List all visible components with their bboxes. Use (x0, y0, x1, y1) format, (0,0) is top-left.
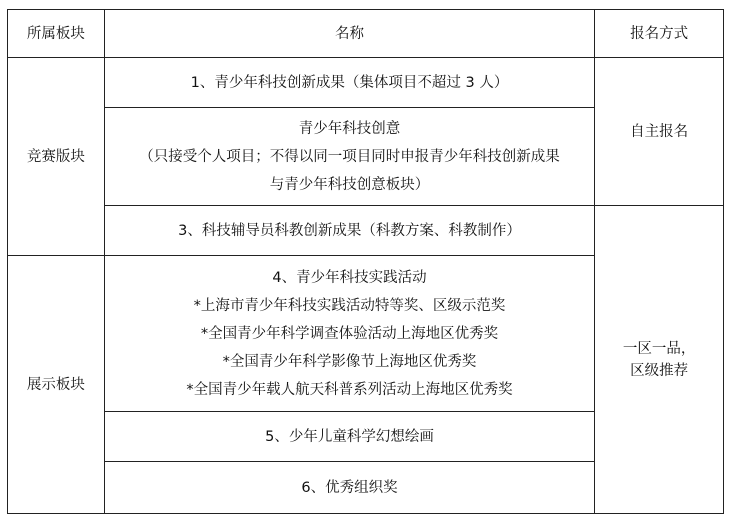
method-cell-recommend (595, 206, 724, 514)
table-row (8, 58, 724, 108)
item-cell (104, 206, 594, 256)
method-line: 区级推荐 (630, 362, 689, 379)
item-line: *上海市青少年科技实践活动特等奖、区级示范奖 (193, 297, 506, 314)
item-line: 3、科技辅导员科教创新成果（科教方案、科教制作） (178, 222, 521, 239)
category-cell-showcase: 展示板块 (8, 256, 105, 514)
item-line: *全国青少年科学影像节上海地区优秀奖 (222, 353, 477, 370)
header-row (8, 10, 724, 58)
item-line: *全国青少年载人航天科普系列活动上海地区优秀奖 (186, 381, 513, 398)
header-category: 所属板块 (8, 10, 105, 58)
item-line: （只接受个人项目；不得以同一项目同时申报青少年科技创新成果 (139, 148, 560, 165)
method-cell-self (595, 58, 724, 206)
header-name: 名称 (104, 10, 594, 58)
item-cell (104, 58, 594, 108)
item-line: *全国青少年科学调查体验活动上海地区优秀奖 (200, 325, 499, 342)
method-line: 自主报名 (630, 123, 689, 140)
item-cell (104, 462, 594, 514)
item-line: 4、青少年科技实践活动 (272, 269, 427, 286)
item-line: 1、青少年科技创新成果（集体项目不超过 3 人） (190, 74, 509, 91)
item-line: 青少年科技创意 (298, 120, 401, 137)
item-cell (104, 412, 594, 462)
header-method: 报名方式 (595, 10, 724, 58)
method-line: 一区一品， (622, 340, 696, 357)
item-line: 6、优秀组织奖 (301, 479, 398, 496)
registration-table (7, 9, 724, 514)
item-line: 与青少年科技创意板块） (269, 176, 430, 193)
item-cell (104, 256, 594, 412)
category-cell-competition: 竞赛版块 (8, 58, 105, 256)
item-line: 5、少年儿童科学幻想绘画 (265, 428, 434, 445)
table-row (8, 206, 724, 256)
item-cell (104, 108, 594, 206)
